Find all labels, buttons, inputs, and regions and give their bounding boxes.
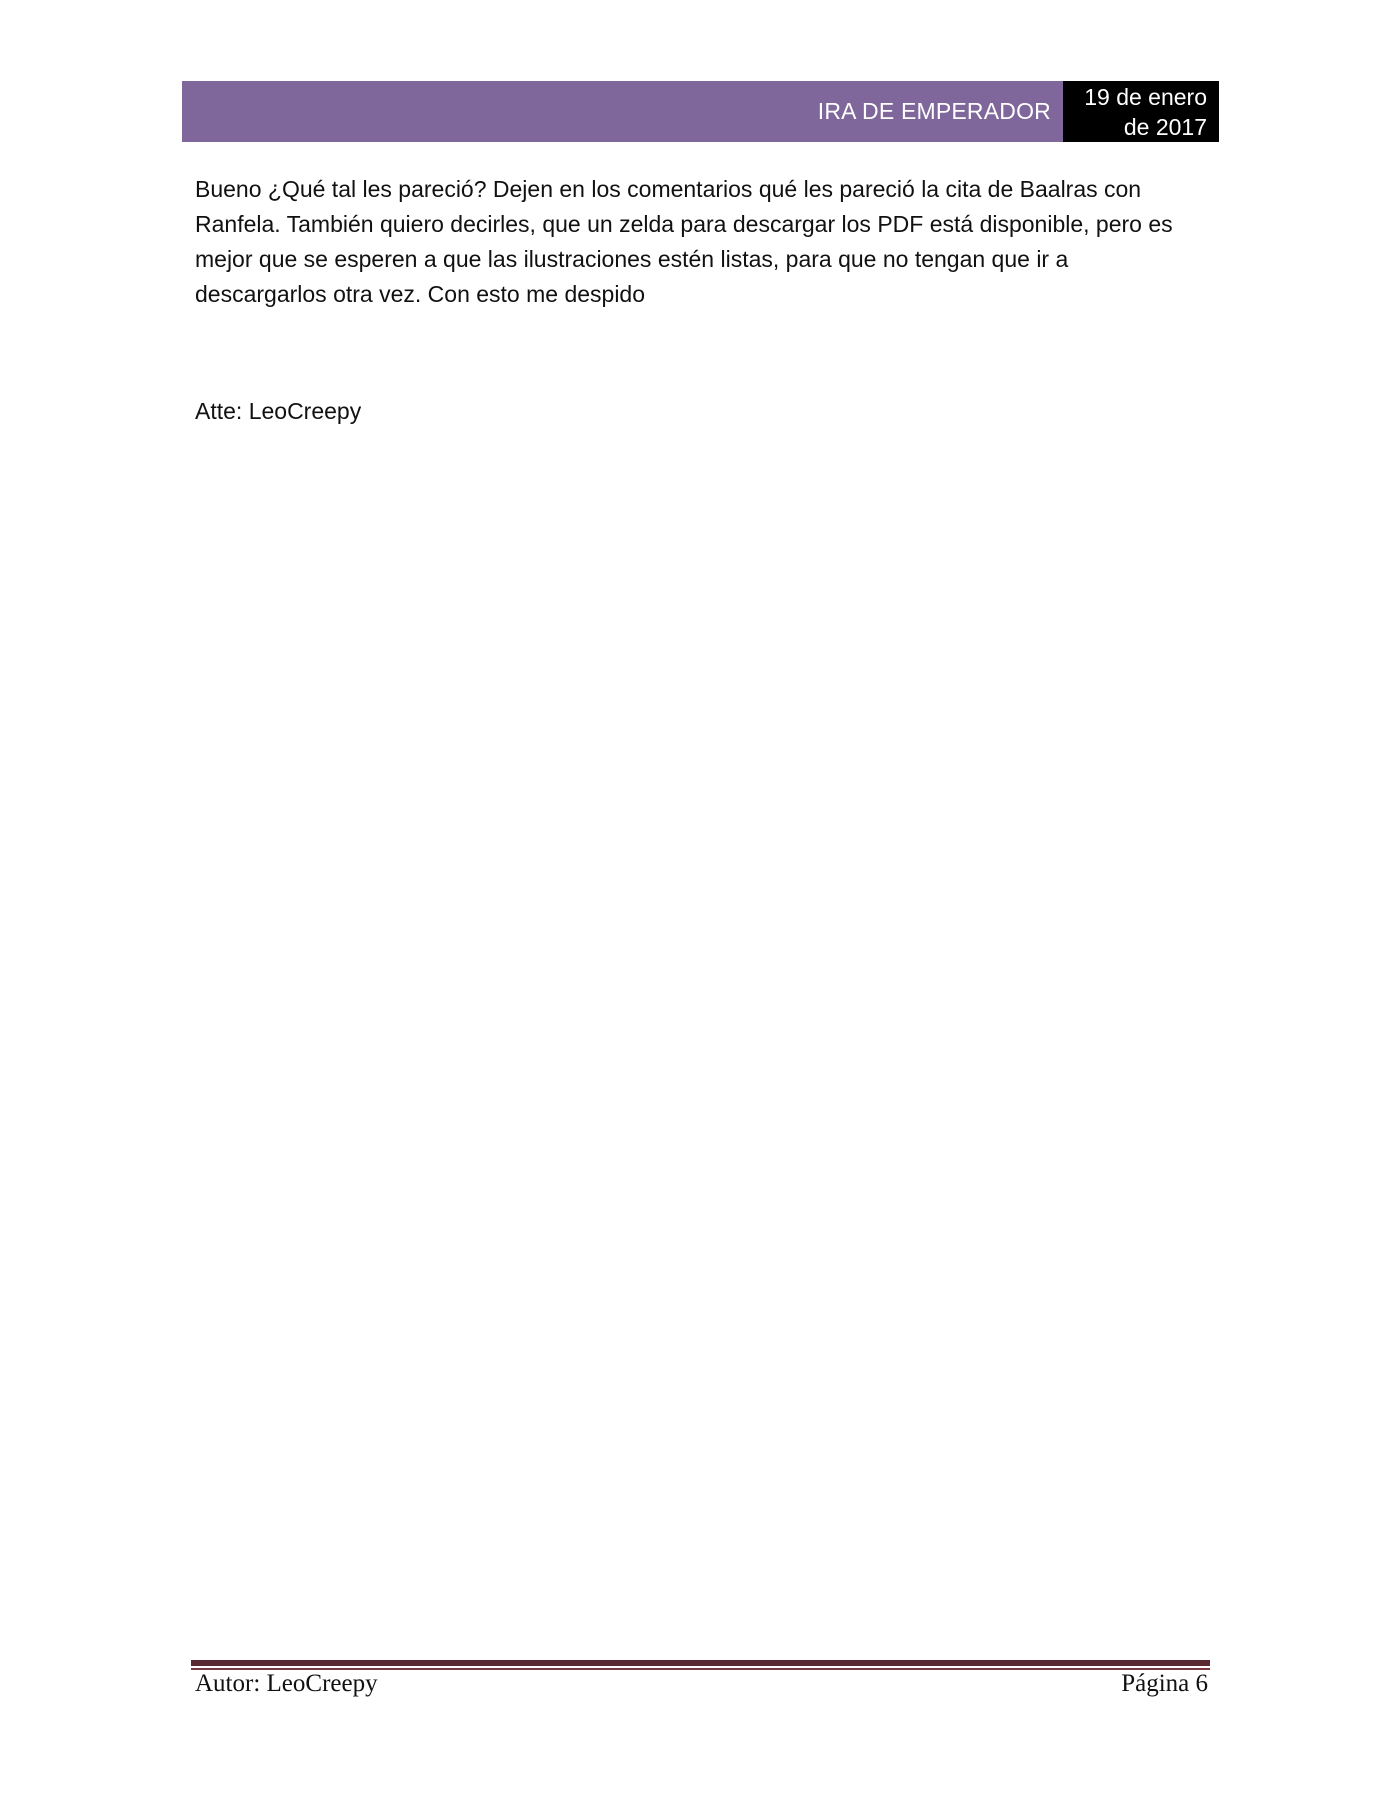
footer-divider-thick	[191, 1660, 1210, 1666]
footer-author: Autor: LeoCreepy	[195, 1670, 378, 1697]
footer-divider	[191, 1660, 1210, 1670]
header-date-line1: 19 de enero	[1084, 84, 1207, 110]
signature: Atte: LeoCreepy	[195, 398, 362, 424]
document-title: IRA DE EMPERADOR	[817, 98, 1051, 124]
header-date-line2: de 2017	[1123, 114, 1207, 140]
header-title-box	[182, 81, 1063, 142]
footer-page-number: Página 6	[1121, 1670, 1208, 1697]
body-paragraph: Bueno ¿Qué tal les pareció? Dejen en los comentarios qué les pareció la cita de Baalras con Ranfela. También quiero decirles, que un zelda para descargar los PDF está disponible, pero es mejor que se esperen a que las ilustraciones estén listas, para que no tengan que ir a descargarlos otra vez. Con esto me despido	[195, 176, 1173, 307]
page-header	[182, 81, 1219, 142]
header-date-box	[1063, 81, 1219, 142]
